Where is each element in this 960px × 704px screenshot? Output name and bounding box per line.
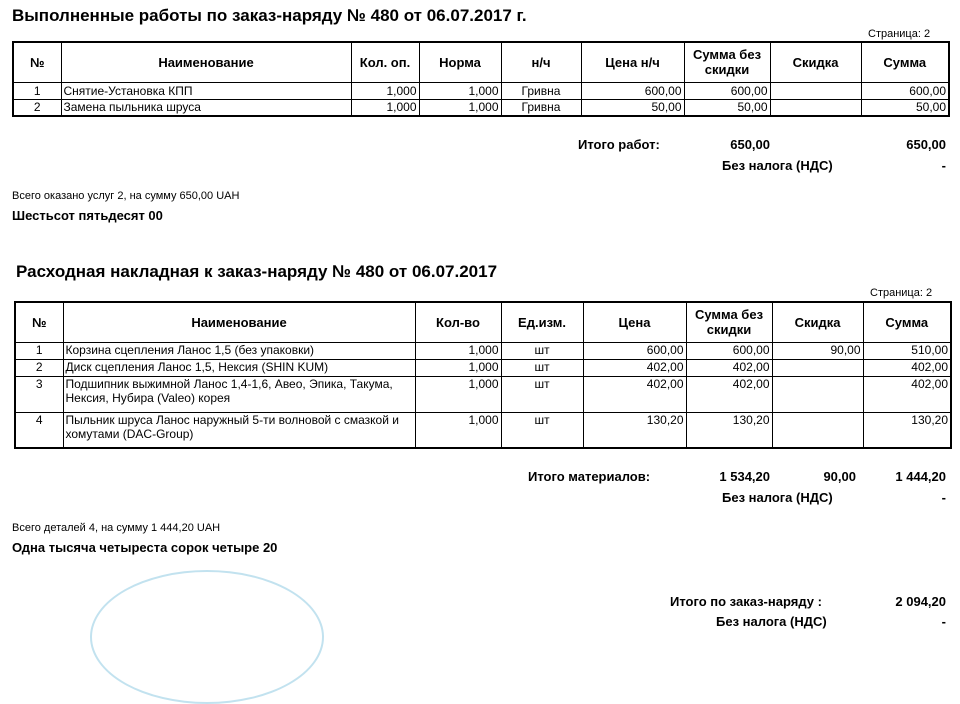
row-qty: 1,000 [415,412,501,448]
materials-amount-words: Одна тысяча четыреста сорок четыре 20 [12,540,278,555]
works-total-label: Итого работ: [578,137,660,152]
order-tax-value: - [941,614,946,629]
table-row [15,412,951,448]
materials-total-discount: 90,00 [823,469,856,484]
row-sum: 402,00 [863,376,951,412]
works-table [12,41,950,117]
materials-header-sum-nodisc: Сумма без скидки [686,302,772,342]
materials-total-label: Итого материалов: [528,469,651,484]
row-no: 2 [13,99,61,116]
row-sum: 402,00 [863,359,951,376]
row-name: Замена пыльника шруса [61,99,351,116]
row-no: 3 [15,376,63,412]
materials-header-qty: Кол-во [415,302,501,342]
row-price: 130,20 [583,412,686,448]
row-unit: шт [501,359,583,376]
row-price: 600,00 [583,342,686,359]
row-name: Диск сцепления Ланос 1,5, Нексия (SHIN KUM) [63,359,415,376]
materials-header-no: № [15,302,63,342]
materials-total: 1 444,20 [895,469,946,484]
row-no: 1 [15,342,63,359]
row-sum: 50,00 [861,99,949,116]
works-tax-value: - [941,158,946,173]
works-header-price: Цена н/ч [581,42,684,82]
works-page-label: Страница: 2 [868,28,931,40]
works-total-nodisc: 650,00 [730,137,770,152]
works-header-no: № [13,42,61,82]
works-tax-label: Без налога (НДС) [722,158,833,173]
row-price: 402,00 [583,359,686,376]
materials-total-nodisc: 1 534,20 [719,469,770,484]
table-row [13,99,949,116]
row-qty: 1,000 [415,359,501,376]
row-sum-nodisc: 600,00 [686,342,772,359]
row-qty: 1,000 [415,376,501,412]
row-qty: 1,000 [351,82,419,99]
row-qty: 1,000 [351,99,419,116]
materials-header-discount: Скидка [772,302,863,342]
row-discount: 90,00 [772,342,863,359]
row-sum: 130,20 [863,412,951,448]
row-name: Подшипник выжимной Ланос 1,4-1,6, Авео, Эпика, Такума, Нексия, Нубира (Valeo) корея [63,376,415,412]
row-name: Корзина сцепления Ланос 1,5 (без упаковки) [63,342,415,359]
row-sum-nodisc: 402,00 [686,376,772,412]
works-summary: Всего оказано услуг 2, на сумму 650,00 UAH [12,190,240,202]
row-discount [770,99,861,116]
works-header-name: Наименование [61,42,351,82]
row-unit: Гривна [501,82,581,99]
table-row [15,342,951,359]
row-price: 402,00 [583,376,686,412]
materials-header-sum: Сумма [863,302,951,342]
row-sum-nodisc: 50,00 [684,99,770,116]
materials-summary: Всего деталей 4, на сумму 1 444,20 UAH [12,522,221,534]
row-norm: 1,000 [419,99,501,116]
row-no: 2 [15,359,63,376]
table-row [15,359,951,376]
works-header-norm: Норма [419,42,501,82]
materials-header-unit: Ед.изм. [501,302,583,342]
row-norm: 1,000 [419,82,501,99]
row-unit: шт [501,342,583,359]
row-price: 600,00 [581,82,684,99]
row-sum-nodisc: 600,00 [684,82,770,99]
materials-table [14,301,952,449]
table-row [13,82,949,99]
order-tax-label: Без налога (НДС) [716,614,827,629]
row-discount [770,82,861,99]
materials-page-label: Страница: 2 [870,287,933,299]
works-amount-words: Шестьсот пятьдесят 00 [12,208,163,223]
works-header-sum-nodisc: Сумма без скидки [684,42,770,82]
materials-header-price: Цена [583,302,686,342]
works-total: 650,00 [906,137,946,152]
row-sum: 600,00 [861,82,949,99]
works-header-unit: н/ч [501,42,581,82]
works-header-sum: Сумма [861,42,949,82]
row-qty: 1,000 [415,342,501,359]
row-discount [772,376,863,412]
row-discount [772,412,863,448]
row-sum-nodisc: 130,20 [686,412,772,448]
materials-tax-label: Без налога (НДС) [722,490,833,505]
works-header-row [13,42,949,82]
order-total-label: Итого по заказ-наряду : [670,594,822,609]
row-no: 4 [15,412,63,448]
row-sum-nodisc: 402,00 [686,359,772,376]
row-unit: шт [501,412,583,448]
row-no: 1 [13,82,61,99]
row-price: 50,00 [581,99,684,116]
row-unit: Гривна [501,99,581,116]
materials-header-name: Наименование [63,302,415,342]
row-sum: 510,00 [863,342,951,359]
order-total-value: 2 094,20 [895,594,946,609]
row-name: Пыльник шруса Ланос наружный 5-ти волновой с смазкой и хомутами (DAC-Group) [63,412,415,448]
works-header-discount: Скидка [770,42,861,82]
materials-header-row [15,302,951,342]
materials-title: Расходная накладная к заказ-наряду № 480 от 06.07.2017 [16,262,498,281]
row-unit: шт [501,376,583,412]
stamp-seal [90,570,324,704]
works-title: Выполненные работы по заказ-наряду № 480 от 06.07.2017 г. [12,6,527,25]
row-discount [772,359,863,376]
materials-tax-value: - [941,490,946,505]
works-header-qty: Кол. оп. [351,42,419,82]
row-name: Снятие-Установка КПП [61,82,351,99]
table-row [15,376,951,412]
